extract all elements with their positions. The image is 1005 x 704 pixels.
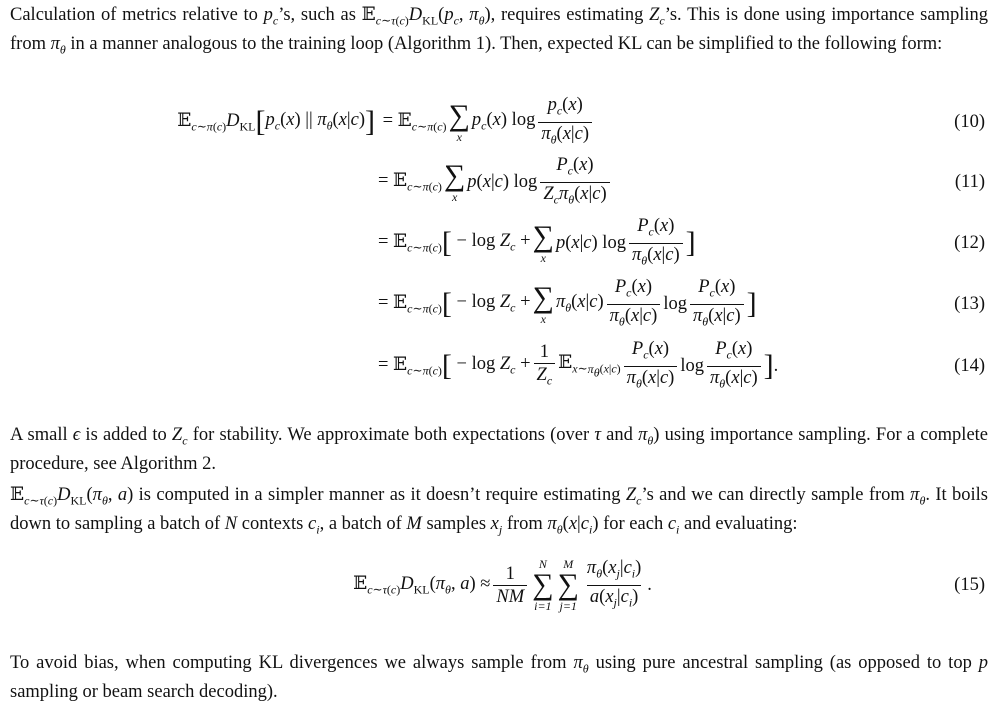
equation-12: = 𝔼$_{c\sim\pi(c)}$ [ − $\log Z_c$ + ∑ x p(x|c) log $\frac{P_c(x)}{\pi_\theta(x|c)}$ ] (12): [0, 213, 1005, 273]
equation-number: (12): [954, 232, 985, 253]
equation-15: $𝔼_{c\sim\tau(c)}D_{KL}(\pi_\theta$, a) ≈ $\frac{1}{NM}$ N ∑ i=1 M ∑ j=1 $\frac{\pi_\theta(x_j|c_i)}{a(x_j|c_i)}$ . (15): [0, 545, 1005, 625]
paragraph-2: A small ϵ is added to $Z_c$ for stability. We approximate both expectations (over τ and $\pi_\theta$) using importance sampling. For a complete procedure, see Algorithm 2.: [10, 425, 989, 474]
equation-10: $𝔼_{c\sim\pi(c)}D_{KL}$ [ $p_c(x)$ || $\pi_\theta(x|c)$ ] = 𝔼$_{c\sim\pi(c)}$ ∑ x $p_c(x)$ log $\frac{p_c(x)}{\pi_\theta(x|c)}$ (10): [0, 92, 1005, 152]
paragraph-1: Calculation of metrics relative to $p_c’s$, such as $𝔼_{c\sim\tau(c)}D_{KL}(p_c$, $\pi_\theta$), requires estimating $Z_c’s$. This is done using importance sampling from $\pi_\theta$ in a manner analogous to the training loop (Algorithm 1). Then, expected KL can be simplified to the following form:: [10, 5, 989, 57]
paragraph-4: To avoid bias, when computing KL divergences we always sample from $\pi_\theta$ using pure ancestral sampling (as opposed to top p sampling or beam search decoding).: [10, 653, 988, 702]
equation-number: (15): [954, 574, 985, 595]
equation-number: (11): [954, 171, 985, 192]
equation-number: (14): [954, 355, 985, 376]
paragraph-3: $𝔼_{c\sim\tau(c)}D_{KL}(\pi_\theta$, a) is computed in a simpler manner as it doesn’t require estimating $Z_c’s$ and we can directly sample from $\pi_\theta$. It boils down to sampling a batch of N contexts $c_i$, a batch of M samples $x_j$ from $\pi_\theta(x|c_i)$ for each $c_i$ and evaluating:: [10, 485, 988, 537]
equation-11: = 𝔼$_{c\sim\pi(c)}$ ∑ x p(x|c) log $\frac{P_c(x)}{Z_c\pi_\theta(x|c)}$ (11): [0, 152, 1005, 212]
equation-14: = 𝔼$_{c\sim\pi(c)}$ [ − $\log Z_c$ + $\frac{1}{Z_c}$ 𝔼$_{x\sim\pi_\theta(x|c)}$ $\frac{P_c(x)}{\pi_\theta(x|c)}$ log $\frac{P_c(x)}{\pi_\theta(x|c)}$ ] . (14): [0, 336, 1005, 396]
equation-number: (13): [954, 293, 985, 314]
equation-13: = 𝔼$_{c\sim\pi(c)}$ [ − $\log Z_c$ + ∑ x $\pi_\theta(x|c)$ $\frac{P_c(x)}{\pi_\theta(x|c)}$ log $\frac{P_c(x)}{\pi_\theta(x|c)}$ ] (13): [0, 274, 1005, 334]
equation-number: (10): [954, 111, 985, 132]
